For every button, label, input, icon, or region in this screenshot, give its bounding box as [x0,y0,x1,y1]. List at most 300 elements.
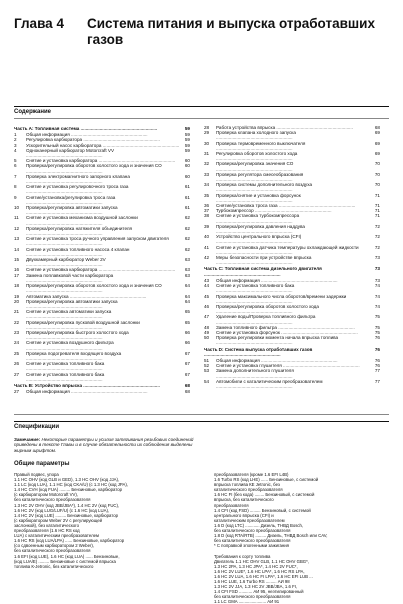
toc-leader-dots: ............................................................ [204,271,281,277]
toc-entry [204,182,380,192]
spec-line: 1.4 CFI (код FSD) ......... Бензиновый, с системой [214,507,311,513]
toc-entry-page: 59 [184,132,190,138]
toc-entry-page: 69 [374,151,380,157]
toc-leader-dots: ............................................................ [216,177,293,183]
toc-entry-label: Проверка/снятие и установка форсунок ............................................................ [216,192,301,203]
toc-entry-page: 76 [374,335,380,341]
toc-entry-label: Проверка регулятора смесеобразования ............................................................ [216,171,304,183]
toc-entry-number: 48 [204,324,210,330]
toc-leader-dots: ............................................................ [216,383,293,389]
toc-leader-dots: ............................................................ [26,220,103,226]
toc-entry-page: 59 [184,142,190,148]
toc-entry-page: 63 [184,257,190,263]
toc-entry-number: 47 [204,314,210,320]
toc-leader-dots: ............................................................ [83,137,160,143]
toc-entry-page: 64 [184,283,190,289]
spec-line: преобразователя (кроме 1.6 EFI L4B) [214,472,289,477]
toc-entry-number: 35 [204,192,210,198]
toc-part-entry [204,347,380,357]
specs-heading: Спецификации [14,421,389,433]
toc-entry-page: 59 [184,126,190,131]
specs-right-column [214,472,389,604]
toc-entry-label: Регулировка оборотов холостого хода ............................................................ [216,151,298,162]
toc-entry [204,161,380,171]
toc-entry-page: 62 [184,236,190,242]
toc-entry-number: 27 [14,389,20,395]
spec-line: LUA) с каталитическим преобразователем [14,533,99,539]
spec-line: каталитическим преобразователем [214,517,285,523]
specs-left-column [14,472,199,569]
toc-entry [14,236,190,246]
spec-line: впрыска, без каталитического [214,497,274,503]
spec-line: 1.6 D (код LTC) ............ Дизель, ТНВД Bosch, [214,522,304,528]
toc-entry-label: Устройство центрального впрыска (CFI) ............................................................ [216,234,302,245]
toc-entry-label: Проверка/регулировка оборотов холостого хода и значения СО ............................................................ [26,163,162,174]
toc-entry-page: 73 [374,255,380,261]
spec-line: 1.4 HC CVH (код FUA) ......... Бензиновые, карбюратор [14,487,123,493]
toc-entry-label: Проверка/регулировка пусковой воздушной заслонки ............................................................ [26,319,140,330]
spec-line: 1.6 Turbo RS (код LHE) ...... Бензиновые, с системой [214,477,319,483]
toc-entry-label: Снятие и установка топливного бака ............................................................ [26,361,105,372]
toc-entry [14,215,190,225]
toc-entry-page: 68 [184,389,190,395]
toc-entry-number: 23 [14,329,20,335]
toc-entry-page: 70 [374,171,380,177]
spec-line: 1.4 HC 2V (код LUE) ......... Бензиновые, карбюратор [14,512,118,518]
toc-entry-page: 64 [184,293,190,299]
toc-entry [204,255,380,265]
toc-leader-dots: ............................................................ [26,288,103,294]
toc-entry-number: 14 [14,246,20,252]
toc-leader-dots: ............................................................ [80,126,158,131]
toc-leader-dots: ............................................................ [102,142,180,148]
toc-entry-label: Снятие и установка карбюратора ............................................................ [26,267,176,273]
toc-leader-dots: ............................................................ [26,277,103,283]
toc-entry-label: Автомобили с каталитическим преобразователем ............................................................ [216,378,323,389]
params-heading: Общие параметры [14,461,70,467]
toc-entry-number: 32 [204,161,210,167]
toc-entry-page: 74 [374,283,380,289]
toc-entry-page: 77 [374,378,380,384]
toc-entry-label: Проверка/регулировка оборотов холостого хода и значения СО ............................................................ [26,283,162,294]
spec-line: 1.6 HC FI (без кода) ........ Бензиновый, с системой [214,492,315,498]
toc-entry-page: 61 [184,184,190,190]
toc-entry [204,224,380,234]
toc-leader-dots: ............................................................ [204,351,281,357]
chapter-number: Глава 4 [14,16,64,31]
toc-entry-number: 50 [204,335,210,341]
toc-entry-number: 49 [204,329,210,335]
toc-entry [14,205,190,215]
toc-entry [14,273,190,283]
toc-leader-dots: ............................................................ [216,298,293,304]
toc-leader-dots: ............................................................ [216,197,293,203]
toc-entry-page: 74 [374,303,380,309]
toc-leader-dots: ............................................................ [216,373,293,379]
toc-entry [14,320,190,330]
toc-entry-page: 67 [184,361,190,367]
spec-line: 1.1 LC GMA ....................... АИ 91 [214,599,280,604]
toc-entry-number: 20 [14,298,20,304]
spec-line: 1.1 HC OHV (код GLB и GED), 1.3 HC OHV (код JJA), [14,477,120,483]
toc-entry [14,163,190,173]
toc-entry-page: 74 [374,293,380,299]
toc-leader-dots: ............................................................ [216,288,293,294]
toc-entry [14,330,190,340]
toc-leader-dots: ............................................................ [216,319,293,325]
toc-entry-page: 67 [184,371,190,377]
toc-leader-dots: ............................................................ [276,125,353,130]
toc-entry [204,294,380,304]
toc-entry-label: Снятие и установка датчика температуры охлаждающей жидкости ............................................................ [216,244,359,255]
toc-entry-number: 34 [204,182,210,188]
toc-leader-dots: ............................................................ [26,210,103,216]
spec-line: центрального впрыска (CFI) и [214,512,274,518]
spec-line: * С поправкой эпогенными зажигания [214,543,289,549]
toc-entry-label: Ускорительный насос карбюратора ............................................................ [26,142,180,148]
toc-entry-label: Проверка/регулировка автоматики запуска ............................................................ [26,205,118,216]
spec-line: без каталитического преобразователя [214,528,291,534]
toc-entry [204,368,380,378]
toc-entry-number: 17 [14,272,20,278]
toc-leader-dots: ............................................................ [216,239,293,245]
toc-leader-dots: ............................................................ [26,366,103,372]
toc-entry-page: 61 [184,194,190,200]
toc-entry-page: 59 [184,137,190,143]
toc-entry [14,340,190,350]
toc-entry-number: 52 [204,363,210,369]
toc-entry-label: Снятие и установка топливного бака ............................................................ [26,371,105,382]
toc-entry-label: Часть С: Топливная система дизельного двигателя ............................................................ [204,266,322,277]
toc-entry-number: 54 [204,378,210,384]
toc-entry-page: 66 [184,329,190,335]
toc-entry-number: 3 [14,142,17,148]
toc-leader-dots: ............................................................ [26,179,103,185]
toc-leader-dots: ............................................................ [216,166,293,172]
toc-entry-label: Часть D: Система выпуска отработавших газов ............................................................ [204,346,313,357]
toc-entry-page: 76 [374,357,380,363]
table-of-contents [14,118,389,415]
toc-entry-page: 68 [184,382,190,388]
spec-line: 1.6 HC 2V LUE*, 1.6 HC LPA*, 1.6 HC RS LPA, [214,568,305,574]
toc-entry-number: 6 [14,163,17,169]
toc-leader-dots: ............................................................ [26,153,103,159]
toc-part-entry [14,383,190,388]
toc-leader-dots: ............................................................ [26,376,103,382]
toc-leader-dots: ............................................................ [26,251,103,257]
spec-line: 1.6 HC 2V (код LUG/LUF/U) (с 1.6 HC (код LUA), [14,507,110,513]
toc-leader-dots: ............................................................ [26,231,103,237]
toc-entry-page: 76 [374,363,380,369]
toc-entry-page: 64 [184,298,190,304]
toc-entry-number: 26 [14,361,20,367]
toc-leader-dots: ............................................................ [26,303,103,309]
toc-entry [14,389,190,394]
spec-line: топлива К-Jetronic, без каталитического [14,563,94,569]
spec-line: 1.6 EFI (код LUE), 1.6 HC (код LUA) ...... Бензиновые, [14,553,120,559]
toc-entry-page: 59 [184,147,190,153]
toc-entry-number: 5 [14,158,17,164]
note-label: Замечание: [14,437,41,442]
toc-entry-label: Замена дополнительного глушителя ............................................................ [216,368,294,379]
toc-entry-label: Снятие и установка механизма воздушной заслонки ............................................................ [26,215,138,226]
toc-right-column [204,125,380,389]
toc-entry [204,335,380,345]
toc-entry-label: Проверка термовременного выключателя ............................................................ [216,140,306,151]
spec-line: без каталитического преобразователя [14,548,91,554]
toc-entry-number: 9 [14,194,17,200]
toc-entry-page: 65 [184,309,190,315]
specs-body [14,472,389,604]
toc-leader-dots: ............................................................ [98,267,176,273]
toc-entry-page: 60 [184,173,190,179]
toc-leader-dots: ............................................................ [216,309,293,315]
toc-entry-page: 66 [184,340,190,346]
toc-entry-page: 72 [374,223,380,229]
toc-entry-label: Общая информация ............................................................ [26,132,148,138]
spec-line: Двигатель 1.1 HC OHV GLB, 1.1 HC OHV GBG*, [214,558,310,564]
toc-leader-dots: ............................................................ [216,218,293,224]
toc-entry-label: Меры безопасности при устройстве впрыска ............................................................ [216,255,312,266]
toc-leader-dots: ............................................................ [26,262,103,268]
toc-entry-number: 13 [14,236,20,242]
spec-line: впрыска топлива КЕ Jetronic, без [214,482,280,488]
toc-entry-label: Проверка/регулировка автоматики запуска ............................................................ [26,298,118,309]
toc-entry-number: 39 [204,223,210,229]
spec-line: 1.6 HC 2V LUA, 1.6 HC FI LPA*, 1.6 HC EFI LUB ... [214,573,313,579]
toc-entry-label: Проверка/регулировка значения СО ............................................................ [216,161,294,172]
toc-entry-number: 53 [204,368,210,374]
toc-entry-number: 41 [204,244,210,250]
toc-entry-number: 22 [14,319,20,325]
toc-entry-label: Часть А: Топливная система ............................................................ [14,126,158,131]
toc-leader-dots: ............................................................ [98,158,176,164]
toc-entry [14,195,190,205]
toc-entry-page: 73 [374,266,380,272]
toc-entry-page: 67 [184,350,190,356]
toc-entry-label: Снятие/установка/регулировка троса газа ............................................................ [26,194,116,205]
spec-line: заслонкой), без каталитического [14,522,80,528]
toc-entry [204,141,380,151]
toc-leader-dots: ............................................................ [70,389,148,395]
toc-entry-page: 73 [374,277,380,283]
toc-entry [204,314,380,324]
toc-leader-dots: ............................................................ [216,156,293,162]
toc-entry-label: Снятие и установка глушителя ............................................................ [216,363,360,369]
toc-entry-label: Проверка максимального числа оборотов/времени задержки ............................................................ [216,293,347,304]
toc-leader-dots: ............................................................ [26,189,103,195]
toc-leader-dots: ............................................................ [26,345,103,351]
toc-entry-number: 19 [14,293,20,299]
toc-entry-page: 75 [374,329,380,335]
toc-entry [14,226,190,236]
toc-entry-label: Общая информация ............................................................ [216,277,338,283]
toc-leader-dots: ............................................................ [278,203,356,209]
toc-leader-dots: ............................................................ [216,135,293,141]
toc-entry-number: 10 [14,205,20,211]
toc-entry-label: Снятие и установка троса ручного управления запуском двигателя ............................................................ [26,236,169,247]
toc-entry-label: Проверка электромагнитного запорного клапана ............................................................ [26,173,130,185]
toc-leader-dots: ............................................................ [26,199,103,205]
toc-entry-page: 62 [184,215,190,221]
toc-entry-page: 60 [184,163,190,169]
toc-entry-page: 75 [374,324,380,330]
toc-entry-page: 65 [184,319,190,325]
toc-entry [14,174,190,184]
toc-entry [204,304,380,314]
toc-entry-number: 46 [204,303,210,309]
toc-entry-number: 24 [14,340,20,346]
toc-entry-label: Проверка клапана холодного запуска ............................................................ [216,130,296,141]
toc-entry-label: Общая информация ............................................................ [26,389,148,395]
toc-entry-page: 76 [374,346,380,352]
toc-part-entry [14,126,190,131]
toc-entry-number: 7 [14,173,17,179]
toc-entry-label: Часть В: Устройство впрыска ............................................................ [14,382,160,388]
toc-entry-number: 29 [204,130,210,136]
toc-entry [204,379,380,389]
toc-leader-dots: ............................................................ [216,229,293,235]
toc-entry [204,130,380,140]
toc-entry-page: 62 [184,246,190,252]
toc-entry-number: 1 [14,132,17,138]
toc-entry-label: Проверка/регулировка оборотов холостого хода ............................................................ [216,303,319,315]
toc-entry [204,151,380,161]
toc-entry-label: Снятие и установка воздушного фильтра ............................................................ [26,340,114,351]
spec-line: преобразователя (1.6 HC RS код [14,528,80,534]
toc-entry-page: 68 [374,125,380,130]
params-heading-wrap [14,458,389,469]
toc-entry-label: Работа устройства впрыска ............................................................ [216,125,353,130]
toc-entry-page: 71 [374,213,380,219]
toc-entry-page: 72 [374,234,380,240]
toc-entry-number: 40 [204,234,210,240]
toc-entry-page: 69 [374,130,380,136]
toc-entry-number: 44 [204,283,210,289]
spec-line: 1.6 HC LUE, 1.6 Turbo RS ......... АИ 98 [214,578,290,584]
toc-leader-dots: ............................................................ [278,324,355,330]
toc-entry-number: 37 [204,208,210,214]
toc-leader-dots: ............................................................ [260,277,338,283]
note-text: Некоторые параметры и усилия затягивания резьбовых соединений приведены в тексте Главы и в случае обязательности их соблюдения выделены жирным шрифтом. [14,437,194,453]
toc-leader-dots: ............................................................ [26,335,103,341]
toc-entry-label: Снятие и установка автоматики запуска ............................................................ [26,309,112,320]
toc-entry-page: 70 [374,182,380,188]
toc-entry-number: 45 [204,293,210,299]
toc-entry [14,247,190,257]
toc-entry-label: Снятие и установка топливного бака ............................................................ [216,283,295,294]
toc-leader-dots: ............................................................ [216,145,293,151]
toc-entry-label: Снятие и установка форсунок ............................................................ [216,329,358,335]
toc-entry-number: 18 [14,283,20,289]
spec-line: без каталитического преобразователя [14,497,91,503]
toc-leader-dots: ............................................................ [216,249,293,255]
toc-leader-dots: ............................................................ [69,293,147,299]
toc-entry-page: 72 [374,244,380,250]
spec-line: Требования к сорту топлива [214,553,271,559]
toc-entry [204,172,380,182]
spec-line: преобразователя [214,502,249,508]
toc-entry-number: 27 [14,371,20,377]
toc-entry-label: Снятие и установка регулировочного троса газа ............................................................ [26,184,129,195]
toc-entry-label: Одноканерный карбюратор Motorcraft VV ............................................................ [26,147,115,159]
toc-entry-page: 63 [184,267,190,273]
toc-entry-label: Проверка/регулировка давления наддува ............................................................ [216,223,305,235]
spec-line: без каталитического преобразователя [214,538,291,544]
toc-entry-page: 75 [374,314,380,320]
toc-entry-page: 60 [184,158,190,164]
spec-line: (со сдвоенным карбюратором 2 Weber), [14,543,95,549]
toc-entry [14,299,190,309]
toc-entry-number: 15 [14,257,20,263]
toc-entry-label: Снятие/установка троса газа ............................................................ [216,203,356,209]
toc-entry-label: Проверка системы дополнительного воздуха ............................................................ [216,182,313,193]
toc-entry-label: Проверка/регулировка быстрого холостого хода ............................................................ [26,329,129,341]
toc-entry-label: Снятие и установка топливного насоса 4 клапан ............................................................ [26,246,130,257]
toc-entry-label: Снятие и установка карбюратора ............................................................ [26,158,176,164]
toc-leader-dots: ............................................................ [26,168,103,174]
toc-entry-number: 31 [204,151,210,157]
toc-entry-number: 16 [14,267,20,273]
toc-entry-label: Замена топливного фильтра ............................................................ [216,324,355,330]
toc-entry-label: Проверка/регулировка натяжителя объединителя ............................................................ [26,225,133,237]
toc-entry [14,361,190,371]
toc-leader-dots: ............................................................ [283,363,360,369]
toc-leader-dots: ............................................................ [216,340,293,346]
toc-entry-number: 11 [14,215,19,221]
toc-entry [204,193,380,203]
toc-leader-dots: ............................................................ [26,355,103,361]
toc-leader-dots: ............................................................ [281,329,358,335]
toc-left-column [14,125,190,394]
toc-entry-page: 77 [374,368,380,374]
toc-entry-page: 62 [184,225,190,231]
toc-entry [14,372,190,382]
toc-entry-number: 38 [204,213,210,219]
toc-entry-label: Автоматика запуска ............................................................ [26,293,147,299]
spec-line: (с карбюратором Motorcraft VV), [14,492,79,498]
toc-entry-label: Проверка регулировки момента начала впрыска топлива ............................................................ [216,335,339,346]
toc-entry-page: 71 [374,203,380,209]
spec-line: 1.4 CFI FSD ........... АИ 95, неэтилированный [214,589,304,595]
toc-leader-dots: ............................................................ [26,314,103,320]
toc-entry [14,351,190,361]
toc-entry-number: 30 [204,140,210,146]
toc-leader-dots: ............................................................ [26,324,103,330]
toc-entry-label: Двухкамерный карбюратор Weber 2V ............................................................ [26,257,106,268]
toc-entry-number: 42 [204,255,210,261]
toc-entry-page: 70 [374,161,380,167]
toc-entry [14,257,190,267]
spec-line: 1.1 LC (код LUA), 1.1 HC (код CKA/U) (с 1.3 HC (код JPA), [14,482,128,488]
toc-entry-number: 28 [204,125,210,130]
toc-entry-label: Проверка подогревателя входящего воздуха ............................................................ [26,350,122,361]
toc-heading: Содержание [14,106,389,118]
toc-leader-dots: ............................................................ [254,208,332,214]
toc-leader-dots: ............................................................ [83,382,160,388]
toc-entry-number: 8 [14,184,17,190]
toc-leader-dots: ............................................................ [70,132,148,138]
toc-leader-dots: ............................................................ [216,187,293,193]
toc-entry [14,148,190,158]
spec-line: (с карбюратором Weber 2V с регулирующей [14,517,102,523]
specs-note [14,437,199,453]
spec-line: (код LUA/E) ......... Бензиновые с системой впрыска [14,558,116,564]
chapter-title: Система питания и выпуска отработавших газов [87,16,375,47]
spec-line: 1.3 HC 2V JJA, 1.3 HC 2V JBB/JBA, 1.6 FI, [214,584,298,590]
toc-entry [204,245,380,255]
toc-entry [14,309,190,319]
